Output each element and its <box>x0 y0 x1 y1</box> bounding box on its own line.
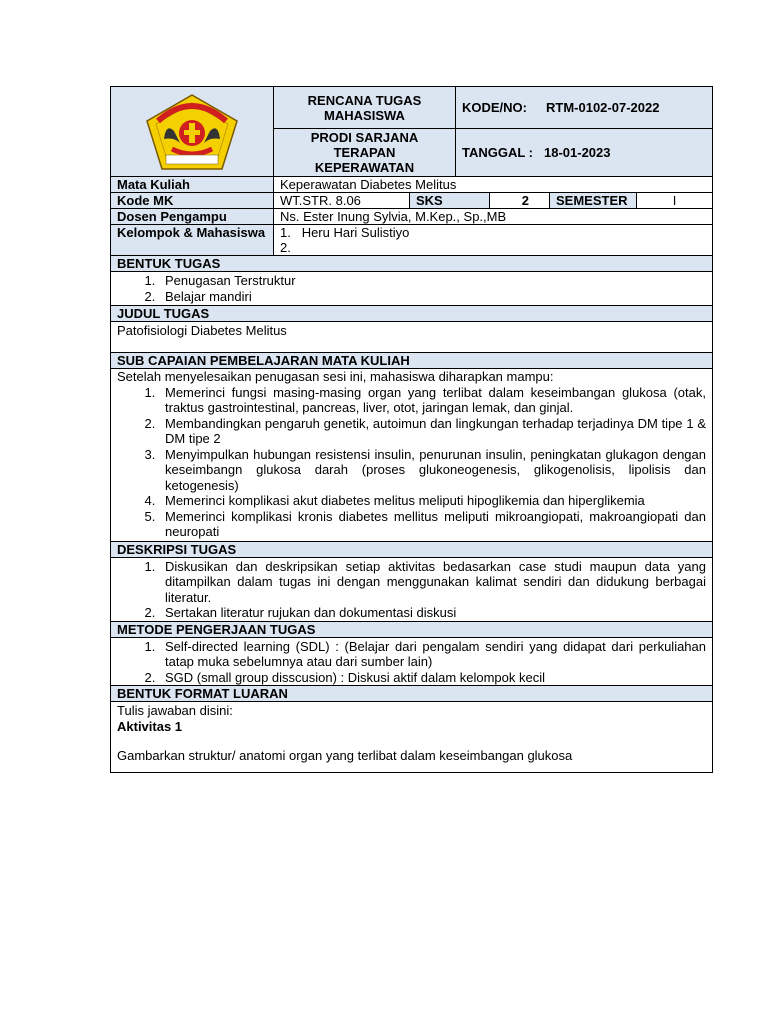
document-title: RENCANA TUGAS MAHASISWA <box>274 87 455 129</box>
list-item: 2. Sertakan literatur rujukan dan dokumentasi diskusi <box>159 605 706 621</box>
group-member: 2. <box>280 240 302 255</box>
activity-title: Aktivitas 1 <box>117 718 183 734</box>
sks-value: 2 <box>489 193 549 208</box>
activity-text: Gambarkan struktur/ anatomi organ yang terlibat dalam keseimbangan glukosa <box>117 748 573 763</box>
group-member-name: Heru Hari Sulistiyo <box>301 225 410 240</box>
task-title-heading: JUDUL TUGAS <box>111 306 712 321</box>
list-item: 2. Membandingkan pengaruh genetik, autoimun dan lingkungan terhadap terjadinya DM tipe 1 & DM tipe 2 <box>159 416 706 447</box>
lecturer-row <box>111 208 712 224</box>
program-name: PRODI SARJANA TERAPAN KEPERAWATAN <box>274 129 455 176</box>
course-row <box>111 176 712 192</box>
task-title-value: Patofisiologi Diabetes Melitus <box>117 323 287 338</box>
task-description-heading: DESKRIPSI TUGAS <box>111 542 712 557</box>
output-format-body <box>111 702 712 772</box>
lecturer-label: Dosen Pengampu <box>111 209 273 224</box>
course-code-row <box>111 192 712 208</box>
date-row <box>456 129 712 176</box>
task-form-heading: BENTUK TUGAS <box>111 256 712 271</box>
date-label: TANGGAL : <box>462 145 534 160</box>
course-value: Keperawatan Diabetes Melitus <box>273 177 712 192</box>
group-member: 1. Heru Hari Sulistiyo <box>280 225 410 240</box>
list-item: 1. Diskusikan dan deskripsikan setiap aktivitas bedasarkan case studi maupun data yang ditampilkan dalam tugas ini dengan menggunakan kalimat sendiri dan didukung berbagai literatur. <box>159 559 706 606</box>
list-item: 2. SGD (small group disscusion) : Diskusi aktif dalam kelompok kecil <box>159 670 706 686</box>
semester-value: I <box>636 193 712 208</box>
learning-outcomes-heading: SUB CAPAIAN PEMBELAJARAN MATA KULIAH <box>111 353 712 368</box>
group-row <box>111 224 712 255</box>
task-description-list <box>111 558 712 621</box>
method-heading: METODE PENGERJAAN TUGAS <box>111 622 712 637</box>
course-label: Mata Kuliah <box>111 177 273 192</box>
institution-logo <box>144 93 240 171</box>
assignment-plan-table <box>110 86 713 773</box>
semester-label: SEMESTER <box>549 193 636 208</box>
task-form-list <box>111 272 712 305</box>
output-format-heading: BENTUK FORMAT LUARAN <box>111 686 712 701</box>
list-item: 1. Self-directed learning (SDL) : (Belajar dari pengalam sendiri yang didapat dari perkuliahan tatap muka sebelumnya atau dari sumber lain) <box>159 639 706 670</box>
learning-outcomes-body <box>111 369 712 541</box>
list-item: 1. Memerinci fungsi masing-masing organ yang terlibat dalam keseimbangan glukosa (otak, traktus gastrointestinal, pancreas, liver, otot, jaringan lemak, dan ginjal. <box>159 385 706 416</box>
answer-prompt: Tulis jawaban disini: <box>117 703 233 718</box>
code-label: KODE/NO: <box>462 100 527 115</box>
logo-cell <box>111 87 273 176</box>
group-label: Kelompok & Mahasiswa <box>111 225 273 255</box>
list-item: 5. Memerinci komplikasi kronis diabetes mellitus meliputi mikroangiopati, makroangiopati dan neuropati <box>159 509 706 540</box>
code-value: RTM-0102-07-2022 <box>546 100 660 115</box>
course-code-value: WT.STR. 8.06 <box>273 193 409 208</box>
code-row <box>456 87 712 129</box>
sks-label: SKS <box>409 193 489 208</box>
list-item: 1. Penugasan Terstruktur <box>159 273 712 289</box>
date-value: 18-01-2023 <box>544 145 611 160</box>
method-list <box>111 638 712 686</box>
list-item: 3. Menyimpulkan hubungan resistensi insulin, penurunan insulin, peningkatan glukagon dengan keseimbangn glukosa darah (proses glukoneogenesis, glikogenolisis, lipolisis dan ketogenesis) <box>159 447 706 494</box>
learning-outcomes-intro: Setelah menyelesaikan penugasan sesi ini, mahasiswa diharapkan mampu: <box>117 369 554 384</box>
lecturer-value: Ns. Ester Inung Sylvia, M.Kep., Sp.,MB <box>273 209 712 224</box>
list-item: 4. Memerinci komplikasi akut diabetes melitus meliputi hipoglikemia dan hiperglikemia <box>159 493 706 509</box>
document-header <box>111 87 712 176</box>
list-item: 2. Belajar mandiri <box>159 289 712 305</box>
course-code-label: Kode MK <box>111 193 273 208</box>
